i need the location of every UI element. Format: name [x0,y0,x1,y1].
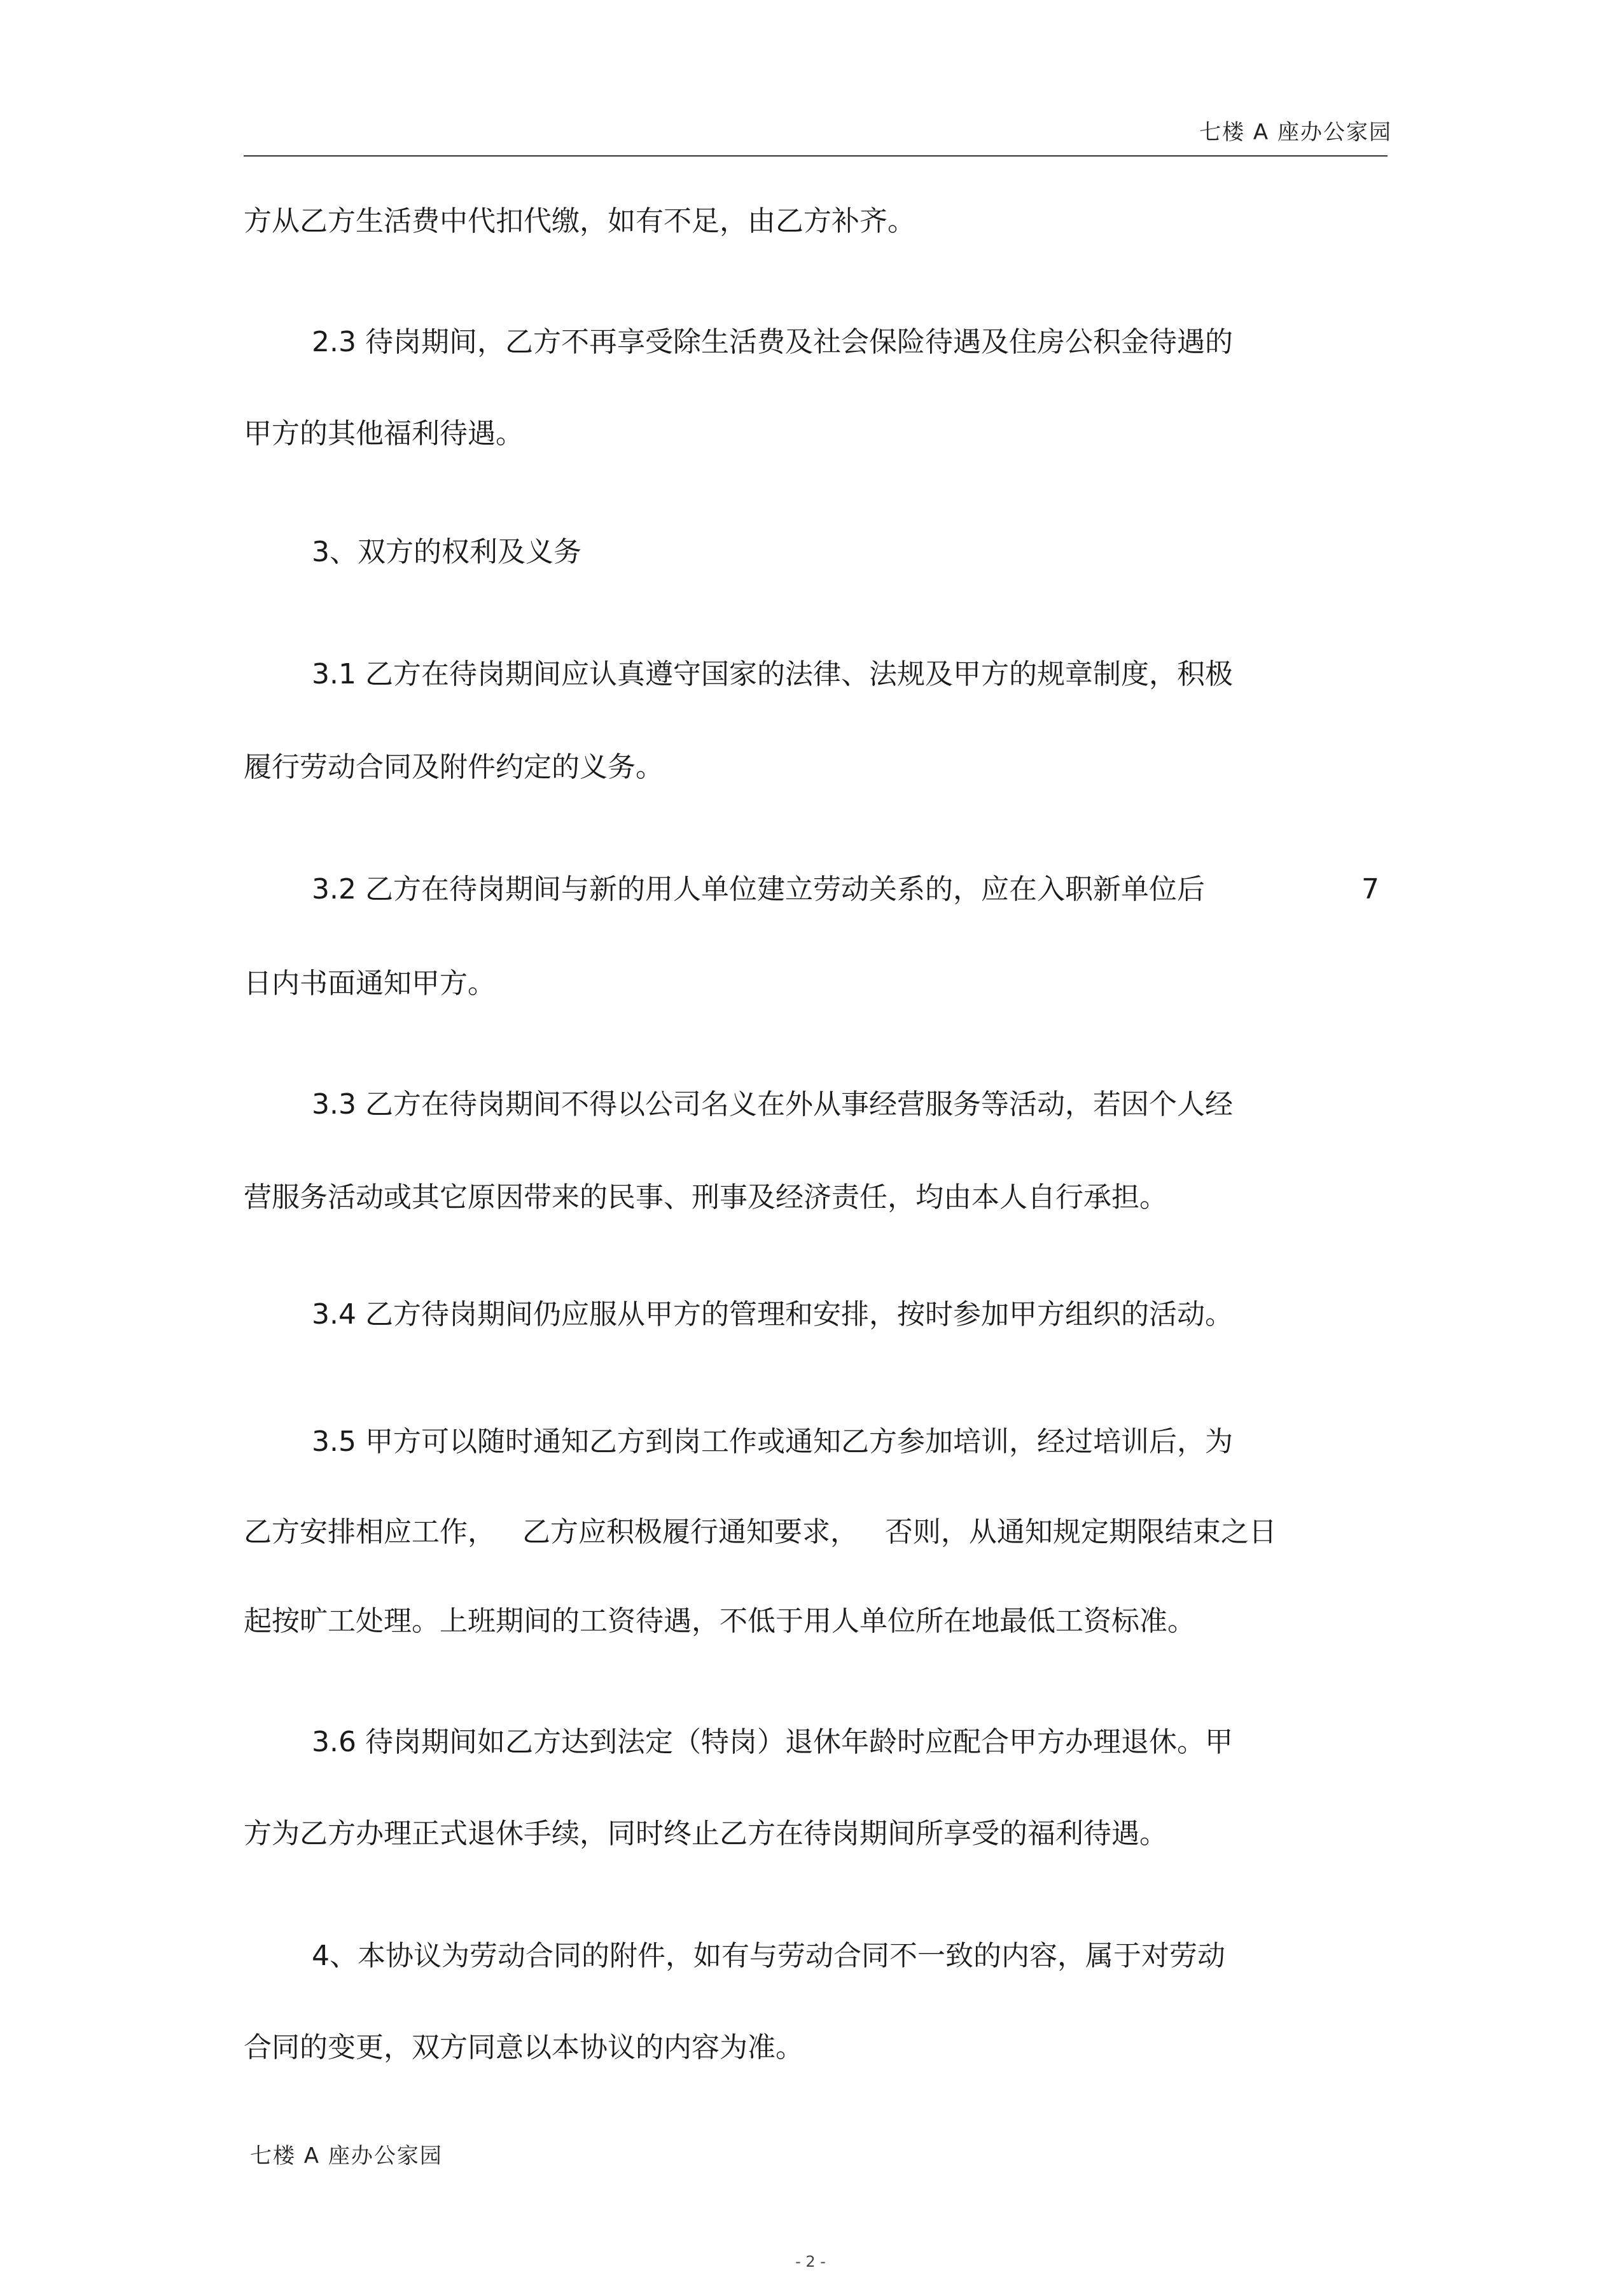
paragraph-line: 4、本协议为劳动合同的附件，如有与劳动合同不一致的内容，属于对劳动 [312,1940,1225,1972]
section-heading: 3、双方的权利及义务 [312,536,581,568]
paragraph-line: 乙方安排相应工作， 乙方应积极履行通知要求， 否则，从通知规定期限结束之日 [244,1516,1277,1548]
header-divider [244,155,1388,157]
paragraph-line: 合同的变更，双方同意以本协议的内容为准。 [244,2031,804,2064]
paragraph-line: 3.2 乙方在待岗期间与新的用人单位建立劳动关系的，应在入职新单位后 [312,873,1205,906]
paragraph-line: 3.4 乙方待岗期间仍应服从甲方的管理和安排，按时参加甲方组织的活动。 [312,1298,1233,1331]
paragraph-line: 2.3 待岗期间，乙方不再享受除生活费及社会保险待遇及住房公积金待遇的 [312,326,1233,358]
paragraph-line: 方从乙方生活费中代扣代缴，如有不足，由乙方补齐。 [244,205,915,237]
paragraph-line: 履行劳动合同及附件约定的义务。 [244,751,664,783]
page-footer: 七楼 A 座办公家园 [250,2143,443,2169]
paragraph-line-trailing-number: 7 [1361,873,1379,906]
page-number: - 2 - [795,2253,826,2271]
paragraph-line: 3.5 甲方可以随时通知乙方到岗工作或通知乙方参加培训，经过培训后，为 [312,1425,1233,1458]
paragraph-line: 日内书面通知甲方。 [244,967,496,1000]
paragraph-line: 3.6 待岗期间如乙方达到法定（特岗）退休年龄时应配合甲方办理退休。甲 [312,1726,1233,1758]
paragraph-line: 3.3 乙方在待岗期间不得以公司名义在外从事经营服务等活动，若因个人经 [312,1088,1233,1121]
paragraph-line: 甲方的其他福利待遇。 [244,417,524,450]
page-header: 七楼 A 座办公家园 [1199,120,1392,145]
paragraph-line: 营服务活动或其它原因带来的民事、刑事及经济责任，均由本人自行承担。 [244,1181,1167,1214]
paragraph-line: 3.1 乙方在待岗期间应认真遵守国家的法律、法规及甲方的规章制度，积极 [312,658,1233,690]
paragraph-line: 起按旷工处理。上班期间的工资待遇，不低于用人单位所在地最低工资标准。 [244,1605,1195,1637]
paragraph-line: 方为乙方办理正式退休手续，同时终止乙方在待岗期间所享受的福利待遇。 [244,1817,1167,1850]
